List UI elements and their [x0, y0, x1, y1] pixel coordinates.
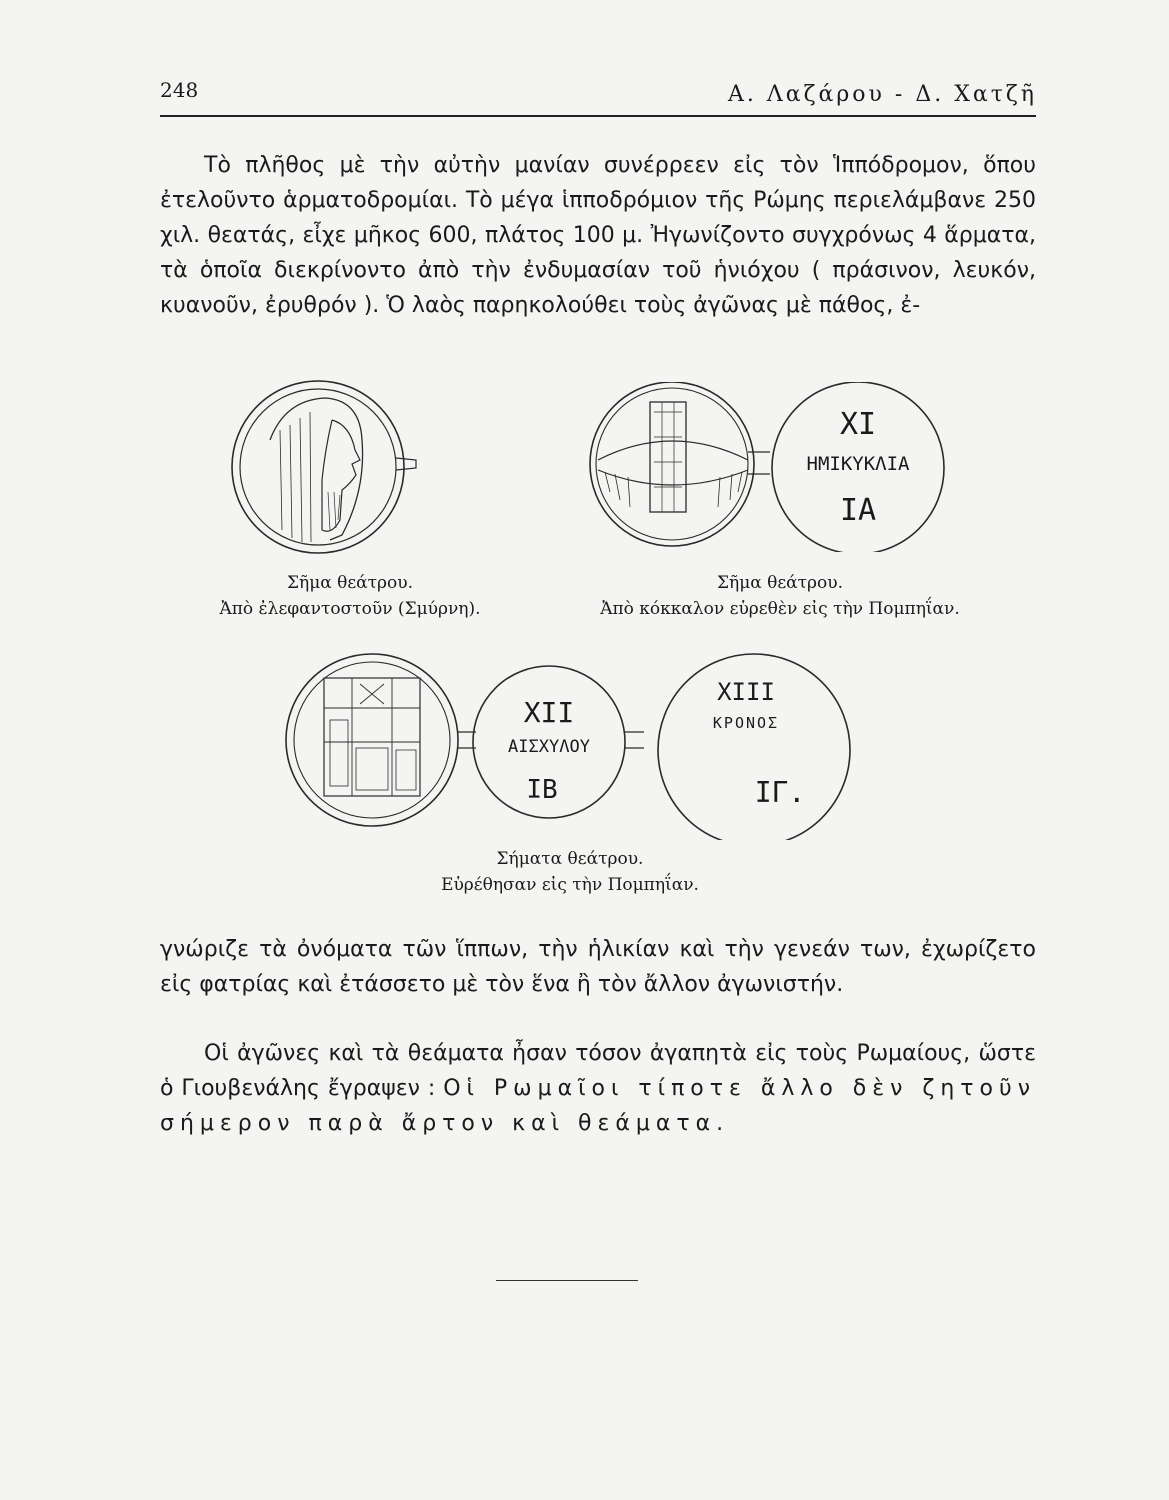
figure-2-caption-title: Σῆμα θεάτρου.	[716, 573, 844, 593]
fig2-inscription-numeral: XI	[839, 407, 877, 442]
paragraph-1: Τὸ πλῆθος μὲ τὴν αὐτὴν μανίαν συνέρρεεν εἰς τὸν Ἱππόδρομον, ὅπου ἐτελοῦντο ἁρματοδρομίαι. Τὸ μέγα ἱπποδρόμιον τῆς Ρώμης περιελάμβανε 250 χιλ. θεατάς, εἶχε μῆκος 600, πλάτος 100 μ. Ἠγωνίζοντο συγχρόνως 4 ἅρματα, τὰ ὁποῖα διεκρίνοντο ἀπὸ τὴν ἐνδυμασίαν τοῦ ἡνιόχου ( πράσινον, λευκόν, κυανοῦν, ἐρυθρόν ). Ὁ λαὸς παρηκολούθει τοὺς ἀγῶνας μὲ πάθος, ἐ-	[160, 153, 1036, 318]
running-head: Α. Λαζάρου - Δ. Χατζῆ	[727, 82, 1037, 107]
fig3-disc-a-number: ΙΒ	[526, 775, 558, 805]
figure-1-caption-title: Σῆμα θεάτρου.	[286, 573, 414, 593]
figure-1-caption-source: Ἀπὸ ἐλεφαντοστοῦν (Σμύρνη).	[219, 599, 481, 619]
header-rule	[160, 115, 1036, 117]
figure-pompeii-tokens	[284, 650, 874, 840]
figure-2-caption-source: Ἀπὸ κόκκαλον εὑρεθὲν εἰς τὴν Πομπηΐαν.	[600, 599, 960, 619]
figure-3-caption-title: Σήματα θεάτρου.	[496, 849, 644, 869]
figure-3-caption	[380, 846, 760, 898]
fig3-disc-b-number: ΙΓ.	[754, 776, 806, 809]
figure-bone-token	[580, 382, 960, 552]
fig3-disc-b-word: ΚΡΟΝΟΣ	[712, 714, 780, 732]
fig3-disc-a-word: ΑΙΣΧΥΛΟΥ	[508, 737, 590, 757]
figure-ivory-token	[210, 380, 435, 555]
fig2-inscription-number: ΙΑ	[839, 493, 877, 528]
fig3-disc-a-numeral: XII	[523, 696, 575, 729]
paragraph-3-text: Οἱ ἀγῶνες καὶ τὰ θεάματα ἦσαν τόσον ἀγαπητὰ εἰς τοὺς Ρωμαίους, ὥστε ὁ Γιουβενάλης ἔγραψεν :	[160, 1041, 1036, 1101]
juvenal-quote: Οἱ Ρωμαῖοι τίποτε ἄλλο δὲν ζητοῦν σήμερον παρὰ ἄρτον καὶ θεάματα.	[160, 1076, 1036, 1136]
paragraph-2: γνώριζε τὰ ὀνόματα τῶν ἵππων, τὴν ἡλικίαν καὶ τὴν γενεάν των, ἐχωρίζετο εἰς φατρίας καὶ ἐτάσσετο μὲ τὸν ἕνα ἢ τὸν ἄλλον ἀγωνιστήν.	[160, 937, 1036, 997]
fig2-inscription-word: ΗΜΙΚΥΚΛΙΑ	[806, 453, 910, 475]
fig3-disc-b-numeral: XIII	[717, 678, 775, 706]
figure-1-caption	[210, 570, 490, 622]
paragraph-3	[160, 1036, 1036, 1141]
page-number: 248	[160, 78, 199, 102]
figure-3-caption-source: Εὑρέθησαν εἰς τὴν Πομπηΐαν.	[441, 875, 699, 895]
footer-rule	[496, 1280, 638, 1281]
figure-2-caption	[530, 570, 1030, 622]
